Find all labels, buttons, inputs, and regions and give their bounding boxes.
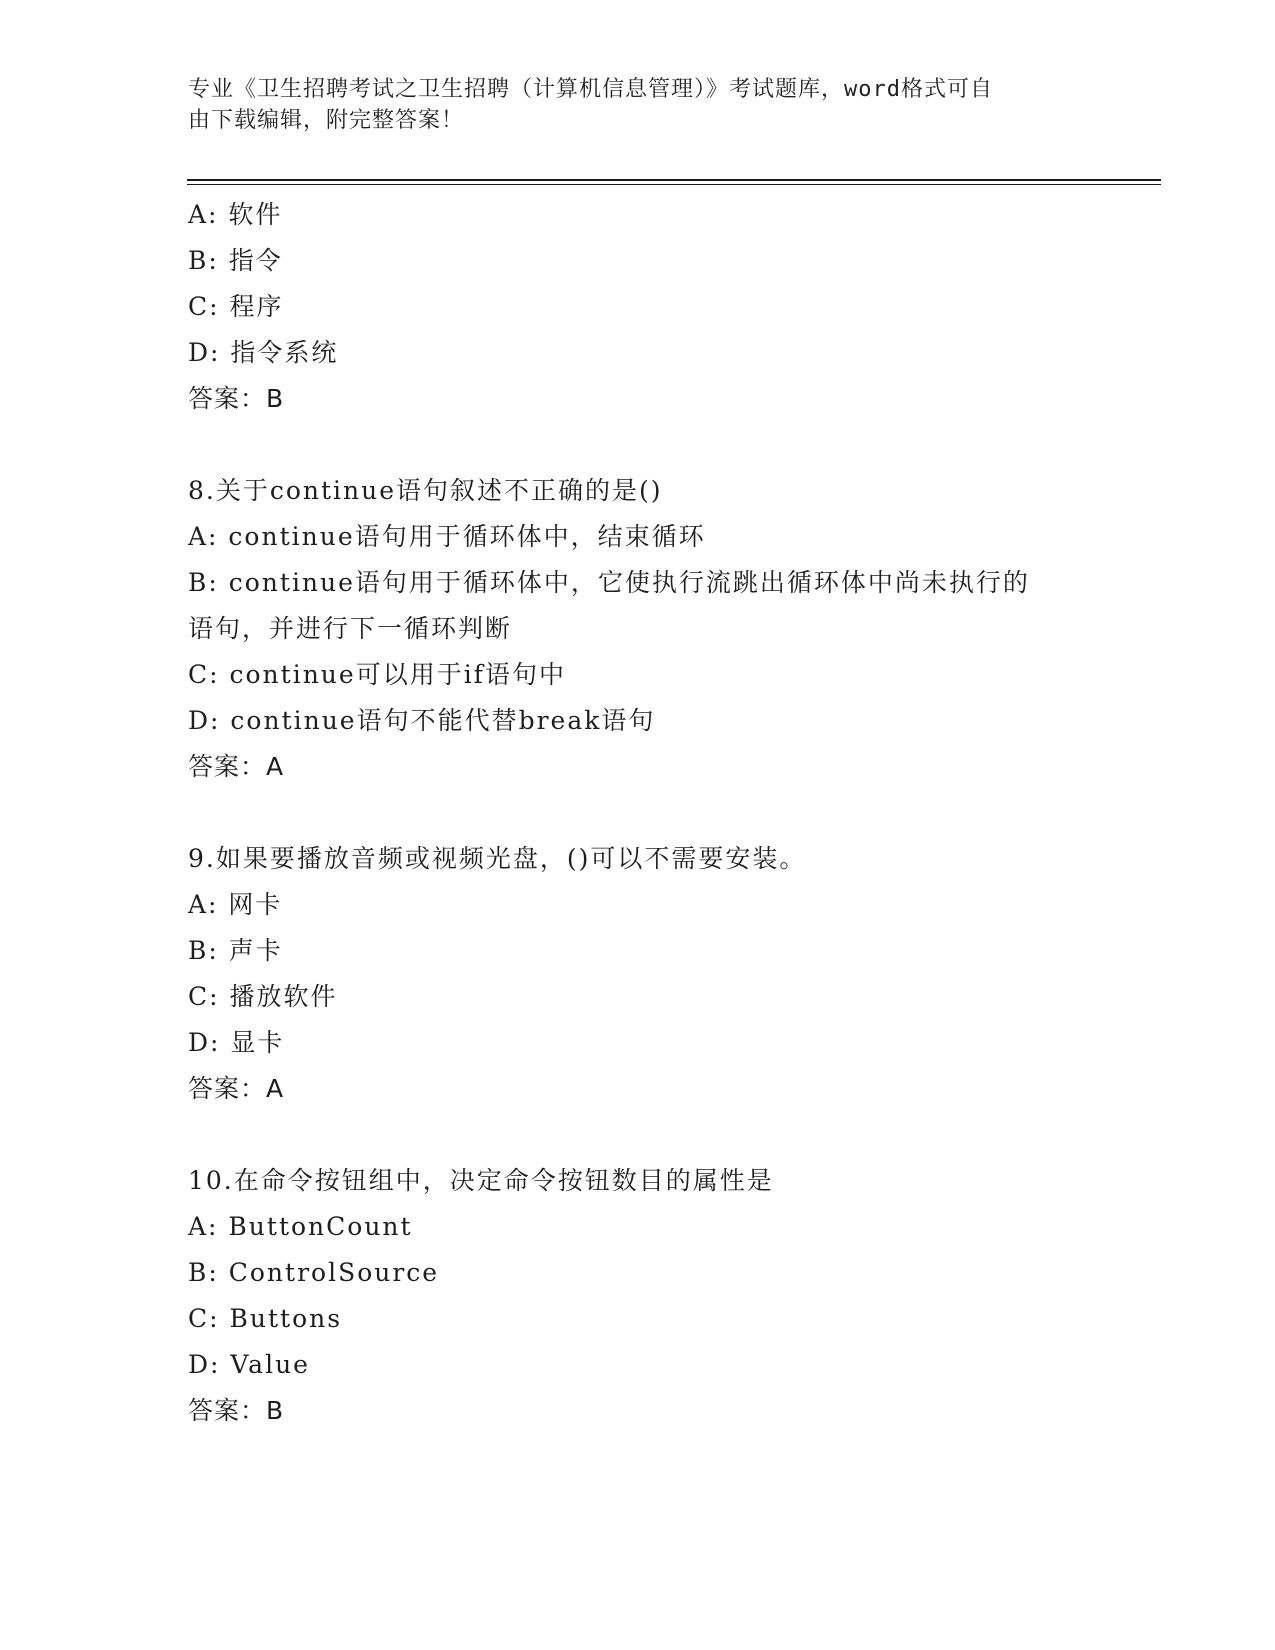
question-stem: 10.在命令按钮组中，决定命令按钮数目的属性是 [188, 1166, 774, 1195]
spacer [188, 790, 1088, 836]
header-rule-thick [187, 179, 1161, 181]
question-stem: 9.如果要播放音频或视频光盘，()可以不需要安装。 [188, 844, 807, 873]
answer-line: 答案：A [188, 752, 285, 781]
option-c: C: 播放软件 [188, 982, 338, 1011]
question-10 [188, 1158, 1088, 1434]
option-a: A: 软件 [188, 200, 283, 229]
option-c: C: continue可以用于if语句中 [188, 660, 566, 689]
option-b-continued: 语句，并进行下一循环判断 [188, 614, 513, 643]
question-8 [188, 468, 1088, 790]
option-d: D: continue语句不能代替break语句 [188, 706, 656, 735]
option-b: B: 声卡 [188, 936, 283, 965]
answer-line: 答案：A [188, 1074, 285, 1103]
option-c: C: 程序 [188, 292, 284, 321]
header-rule-thin [187, 184, 1161, 185]
question-9 [188, 836, 1088, 1112]
option-a: A: continue语句用于循环体中，结束循环 [188, 522, 706, 551]
option-d: D: Value [188, 1350, 310, 1379]
option-a: A: ButtonCount [188, 1212, 413, 1241]
question-stem: 8.关于continue语句叙述不正确的是() [188, 476, 663, 505]
header-line-2: 由下载编辑，附完整答案！ [188, 108, 465, 133]
question-list [188, 192, 1088, 1434]
answer-line: 答案：B [188, 1396, 285, 1425]
option-b: B: 指令 [188, 246, 283, 275]
option-b: B: continue语句用于循环体中，它使执行流跳出循环体中尚未执行的 [188, 568, 1030, 597]
option-d: D: 显卡 [188, 1028, 285, 1057]
option-b: B: ControlSource [188, 1258, 440, 1287]
option-c: C: Buttons [188, 1304, 343, 1333]
option-a: A: 网卡 [188, 890, 283, 919]
document-header [188, 74, 1088, 136]
question-7-options [188, 192, 1088, 422]
answer-line: 答案：B [188, 384, 285, 413]
spacer [188, 1112, 1088, 1158]
option-d: D: 指令系统 [188, 338, 339, 367]
spacer [188, 422, 1088, 468]
header-line-1: 专业《卫生招聘考试之卫生招聘（计算机信息管理）》考试题库，word格式可自 [188, 77, 993, 102]
